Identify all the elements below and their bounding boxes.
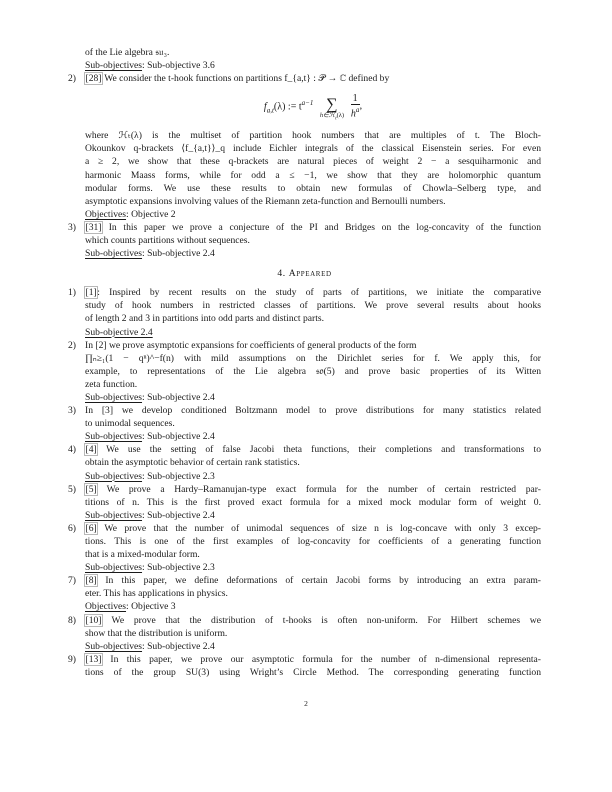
list-item — [68, 221, 541, 260]
item-number: 7) — [68, 575, 76, 587]
citation-link[interactable]: [10] — [85, 614, 102, 626]
citation-link[interactable]: [31] — [85, 221, 102, 233]
objective-line — [85, 208, 541, 221]
text-line: example, to representations of the Lie algebra 𝔰𝔬(5) and prove basic properties of its Witten — [85, 365, 541, 377]
objective-label: Sub-objectives — [85, 509, 143, 521]
list-item — [68, 614, 541, 653]
text-line: zeta function. — [85, 378, 138, 390]
objective-line — [85, 600, 541, 613]
fraction-numerator: 1 — [352, 93, 358, 105]
objective-label: Sub-objectives — [85, 248, 143, 260]
item-number: 2) — [68, 73, 76, 85]
text-line: which counts partitions without sequences. — [85, 235, 250, 247]
text-line: to unimodal sequences. — [85, 418, 175, 430]
text-span: We prove that the distribution of t-hooks is often non-uniform. For Hilbert schemes we — [101, 614, 541, 626]
list-item — [68, 339, 541, 404]
text-line: study of hook numbers in restricted classes of partitions. We prove several results about hooks — [85, 300, 541, 312]
list-item — [68, 72, 541, 221]
objective-line — [85, 391, 541, 404]
text-span: We prove a Hardy–Ramanujan-type exact formula for the number of certain restricted par- — [97, 483, 541, 495]
list-item — [68, 653, 541, 679]
item-number: 2) — [68, 339, 76, 351]
objective-line — [85, 247, 541, 260]
text-span: : Inspired by recent results on the study of parts of partitions, we initiate the comparative — [97, 287, 541, 299]
text-line: of length 2 and 3 in partitions into odd parts and distinct parts. — [85, 313, 325, 325]
formula-lhs: f — [263, 101, 267, 113]
citation-link[interactable]: [4] — [85, 444, 97, 456]
text-line: titions of n. This is the first proved exact formula for a mixed mock modular form of weight 0. — [85, 496, 541, 508]
page-number: 2 — [304, 699, 308, 708]
citation-link[interactable]: [28] — [85, 73, 102, 85]
formula-lhs-rest: (λ) := t — [273, 101, 302, 113]
text-line: eter. This has applications in physics. — [85, 588, 228, 600]
text-line: tions of the group SU(3) using Wright’s Circle Method. The corresponding generating function — [85, 666, 541, 678]
fraction-denominator-exp: a — [355, 106, 360, 115]
citation-link[interactable]: [13] — [85, 653, 102, 665]
list-item — [68, 404, 541, 443]
sum-subscript: h∈ℋ — [319, 112, 336, 120]
objective-label: Sub-objectives — [85, 562, 143, 574]
section-number: 4. — [277, 268, 286, 280]
objective-line — [85, 509, 541, 522]
objective-label: Objectives — [85, 208, 127, 220]
objective-label: Objectives — [85, 601, 127, 613]
text-line: tions. This is one of the first examples of log-concavity for coefficients of a generating function — [85, 536, 541, 547]
item-number: 9) — [68, 653, 76, 665]
citation-link[interactable]: [5] — [85, 483, 97, 495]
list-item — [68, 286, 541, 338]
list-item — [68, 443, 541, 482]
text-line — [85, 286, 541, 299]
text-line: asymptotic expansions involving values of the Riemann zeta-function and Bernoulli numbers. — [85, 195, 446, 207]
objective-label: Sub-objectives — [85, 60, 143, 72]
objective-value: : Sub-objective 2.4 — [142, 431, 215, 443]
objective-line — [85, 561, 541, 574]
page-body — [68, 46, 541, 679]
objective-line — [85, 470, 541, 483]
text-span: In this paper, we define deformations of certain Jacobi forms by introducing an extra param- — [97, 575, 541, 587]
objective-value: : Objective 2 — [126, 208, 176, 220]
list-item — [68, 483, 541, 522]
text-span: In this paper, we prove our asymptotic formula for the number of n-dimensional representa- — [101, 653, 541, 665]
citation-link[interactable]: [6] — [85, 522, 97, 534]
text-line: harmonic Maass forms, while for odd a ≤ −1, we show that they are holomorphic quantum — [85, 169, 541, 181]
formula-exp: a−1 — [301, 98, 314, 107]
fraction-denominator: h — [350, 108, 356, 120]
item-number: 4) — [68, 444, 76, 456]
item-number: 5) — [68, 483, 76, 495]
objective-label: Sub-objectives — [85, 431, 143, 443]
citation-link[interactable]: [1] — [85, 287, 97, 299]
text-line — [85, 653, 541, 666]
sum-symbol: ∑ — [326, 96, 338, 114]
item-number: 3) — [68, 221, 76, 233]
objective-line — [85, 430, 541, 443]
objective-value: : Objective 3 — [126, 601, 176, 613]
text-line — [85, 483, 541, 496]
objective-label: Sub-objectives — [85, 640, 143, 652]
section-heading — [68, 268, 541, 279]
item-number: 1) — [68, 287, 76, 299]
objective-value: : Sub-objective 2.4 — [142, 391, 215, 403]
item-number: 3) — [68, 405, 76, 417]
section-title: Appeared — [288, 268, 332, 280]
citation-link[interactable]: [8] — [85, 575, 97, 587]
formula-tail: , — [359, 100, 363, 112]
continued-item — [68, 46, 541, 72]
item-number: 6) — [68, 522, 76, 534]
objective-value: : Sub-objective 2.3 — [142, 562, 215, 574]
item-number: 8) — [68, 614, 76, 626]
objective-label: Sub-objectives — [85, 391, 143, 403]
text-span: We use the setting of false Jacobi theta functions, their completions and transformations to — [97, 444, 541, 456]
text-line — [85, 574, 541, 587]
text-line — [85, 221, 541, 234]
text-line — [85, 443, 541, 456]
text-line: of the Lie algebra 𝔰𝔲₃. — [85, 47, 170, 58]
text-line: obtain the asymptotic behavior of certain rank statistics. — [85, 457, 300, 469]
text-line: where ℋₜ(λ) is the multiset of partition hook numbers that are multiples of t. The Bloch- — [85, 130, 541, 142]
formula-lhs-sub: a,t — [266, 106, 274, 115]
text-line: Okounkov q-brackets ⟨f_{a,t}⟩_q include Eichler integrals of the classical Eisenstein series. For even — [85, 143, 541, 155]
objective-line — [85, 59, 541, 72]
list-item — [68, 574, 541, 613]
objective-line — [85, 326, 541, 339]
text-line: show that the distribution is uniform. — [85, 627, 228, 639]
sum-subscript-t: t — [335, 116, 337, 122]
text-line: In [3] we develop conditioned Boltzmann model to prove distributions for many statistics related — [85, 405, 541, 417]
objective-label: Sub-objective 2.4 — [85, 326, 153, 338]
objective-value: : Sub-objective 3.6 — [142, 60, 215, 72]
text-line: ∏ₙ≥₁(1 − qⁿ)^−f(n) with mild assumptions on the Dirichlet series for f. We apply this, for — [85, 352, 541, 364]
sum-subscript-lambda: (λ) — [336, 112, 345, 120]
objective-value: : Sub-objective 2.4 — [142, 640, 215, 652]
objective-value: : Sub-objective 2.3 — [142, 470, 215, 482]
objective-value: : Sub-objective 2.4 — [142, 509, 215, 521]
objective-label: Sub-objectives — [85, 470, 143, 482]
text-span: We consider the t-hook functions on partitions f_{a,t} : 𝒫 → ℂ defined by — [101, 73, 390, 85]
text-line — [85, 522, 541, 535]
text-line: In [2] we prove asymptotic expansions for coefficients of general products of the form — [85, 339, 417, 351]
text-line: modular forms. We use these results to obtain new formulas of Chowla–Selberg type, and — [85, 182, 541, 194]
text-span: We prove that the number of unimodal sequences of size n is log-concave with only 3 excep- — [97, 522, 541, 534]
objective-value: : Sub-objective 2.4 — [142, 248, 215, 260]
text-line: a ≥ 2, we show that these q-brackets are natural pieces of weight 2 − a sesquiharmonic and — [85, 156, 541, 168]
list-item — [68, 522, 541, 574]
text-line — [85, 614, 541, 627]
display-formula — [85, 85, 541, 129]
objective-line — [85, 640, 541, 653]
text-line — [85, 72, 541, 85]
text-line: that is a mixed-modular form. — [85, 549, 200, 561]
text-span: In this paper we prove a conjecture of the PI and Bridges on the log-concavity of the function — [101, 221, 541, 233]
